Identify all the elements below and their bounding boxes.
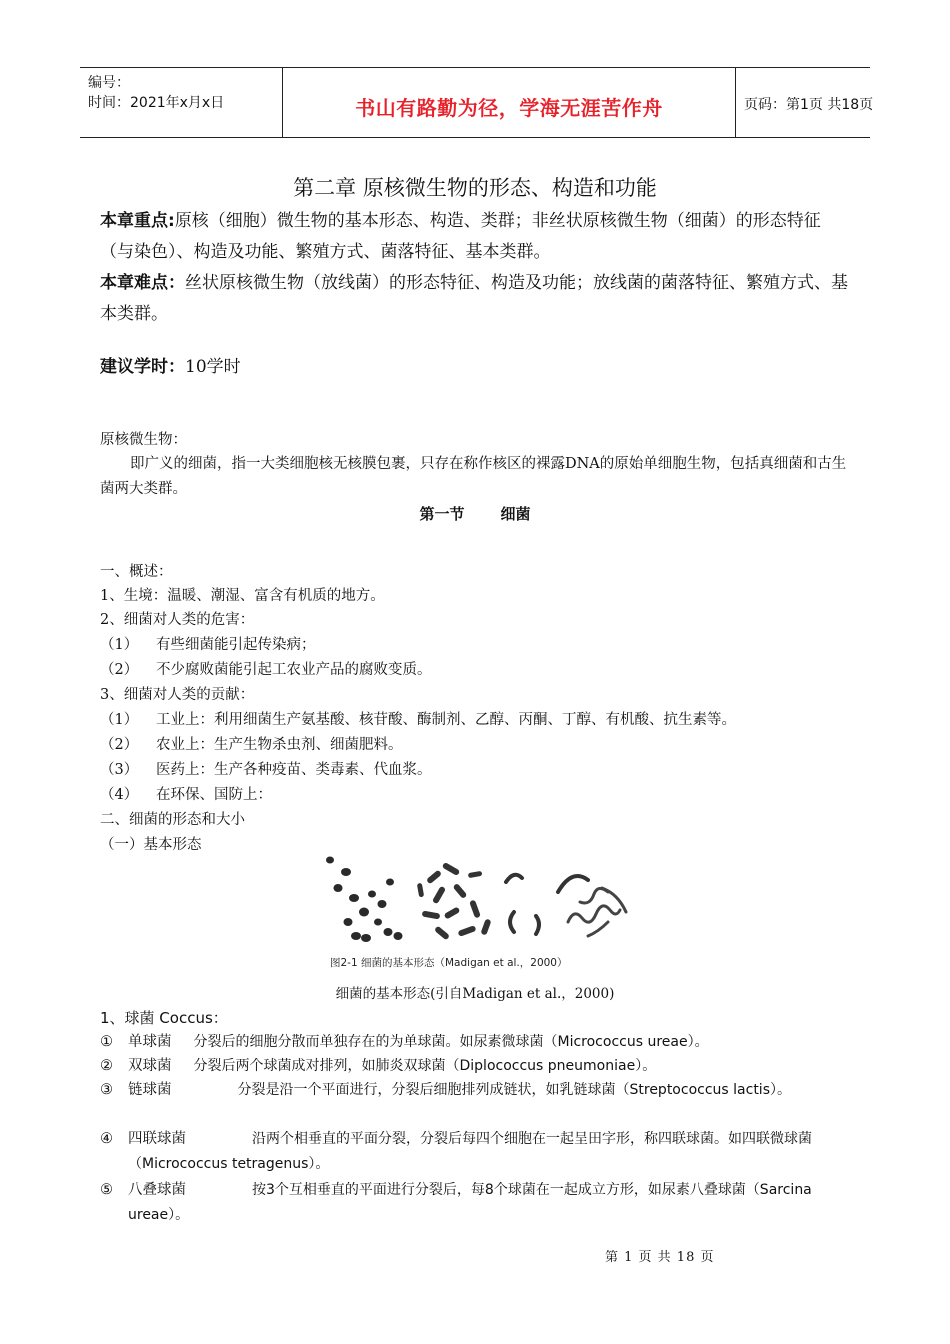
coccus-heading: 1、球菌 Coccus： bbox=[100, 1009, 228, 1027]
list-item: ④ 四联球菌 沿两个相垂直的平面分裂，分裂后每四个细胞在一起呈田字形，称四联球菌。如四联微球菌（Micrococcus tetragenus）。 bbox=[100, 1131, 812, 1172]
list-item: ③ 链球菌 分裂是沿一个平面进行，分裂后细胞排列成链状，如乳链球菌（Streptococcus lactis）。 bbox=[100, 1082, 791, 1098]
list-item: ② 双球菌 分裂后两个球菌成对排列，如肺炎双球菌（Diplococcus pneumoniae）。 bbox=[100, 1058, 657, 1074]
list-item: （3） 医药上：生产各种疫苗、类毒素、代血浆。 bbox=[100, 762, 432, 778]
difficulties-text: 丝状原核微生物（放线菌）的形态特征、构造及功能；放线菌的菌落特征、繁殖方式、基本类群。 bbox=[100, 273, 848, 324]
study-hours-label: 建议学时： bbox=[100, 357, 185, 377]
section-title bbox=[0, 503, 950, 524]
header-left-cell bbox=[80, 68, 282, 137]
header-middle-cell bbox=[282, 68, 736, 137]
figure-inner-caption: 图2-1 细菌的基本形态（Madigan et al.，2000） bbox=[330, 957, 568, 969]
vibrio-group bbox=[506, 875, 588, 934]
header-right-cell bbox=[736, 68, 874, 137]
difficulties bbox=[100, 268, 852, 330]
page-footer: 第 1 页 共 18 页 bbox=[605, 1250, 715, 1265]
morphology-heading: 二、细菌的形态和大小 bbox=[100, 812, 245, 828]
number-label: 编号： bbox=[88, 75, 130, 91]
study-hours bbox=[100, 352, 852, 383]
figure-caption: 细菌的基本形态(引自Madigan et al.，2000) bbox=[335, 986, 615, 1002]
list-item: （2） 不少腐败菌能引起工农业产品的腐败变质。 bbox=[100, 662, 432, 678]
cocci-group bbox=[326, 857, 403, 943]
page-header bbox=[80, 67, 874, 138]
list-item: ⑤ 八叠球菌 按3个互相垂直的平面进行分裂后，每8个球菌在一起成立方形，如尿素八叠球菌（Sarcina ureae）。 bbox=[100, 1182, 812, 1223]
list-item: （4） 在环保、国防上： bbox=[100, 787, 272, 803]
chapter-title: 第二章 原核微生物的形态、构造和功能 bbox=[293, 176, 657, 200]
motto: 书山有路勤为径，学海无涯苦作舟 bbox=[355, 96, 663, 120]
bacilli-group bbox=[417, 862, 492, 941]
key-points bbox=[100, 206, 852, 268]
bacteria-shapes-image bbox=[318, 852, 648, 972]
list-item: （1） 有些细菌能引起传染病； bbox=[100, 637, 316, 653]
list-item: （2） 农业上：生产生物杀虫剂、细菌肥料。 bbox=[100, 737, 403, 753]
spirillum-group bbox=[568, 888, 626, 936]
morphology-subheading: （一）基本形态 bbox=[100, 837, 202, 853]
intro-body: 即广义的细菌，指一大类细胞核无核膜包裹，只存在称作核区的裸露DNA的原始单细胞生物，包括真细菌和古生菌两大类群。 bbox=[100, 456, 847, 497]
key-points-text: 原核（细胞）微生物的基本形态、构造、类群；非丝状原核微生物（细菌）的形态特征（与染色）、构造及功能、繁殖方式、菌落特征、基本类群。 bbox=[100, 211, 821, 262]
difficulties-label: 本章难点： bbox=[100, 273, 185, 293]
bacteria-shapes-figure bbox=[318, 852, 648, 972]
intro-title: 原核微生物： bbox=[100, 432, 187, 448]
study-hours-text: 10学时 bbox=[185, 357, 241, 377]
key-points-label: 本章重点: bbox=[100, 211, 175, 231]
overview-item-3: 3、细菌对人类的贡献： bbox=[100, 687, 255, 703]
overview-item-2: 2、细菌对人类的危害： bbox=[100, 612, 255, 628]
list-item: （1） 工业上：利用细菌生产氨基酸、核苷酸、酶制剂、乙醇、丙酮、丁醇、有机酸、抗生素等。 bbox=[100, 712, 736, 728]
overview-heading: 一、概述： bbox=[100, 564, 173, 580]
overview-item-1: 1、生境：温暖、潮湿、富含有机质的地方。 bbox=[100, 588, 385, 604]
section-name: 细菌 bbox=[500, 505, 531, 523]
list-item: ① 单球菌 分裂后的细胞分散而单独存在的为单球菌。如尿素微球菌（Micrococcus ureae）。 bbox=[100, 1034, 709, 1050]
section-label: 第一节 bbox=[419, 505, 465, 523]
page-label: 页码：第1页 共18页 bbox=[744, 97, 874, 113]
time-label: 时间：2021年x月x日 bbox=[88, 95, 225, 111]
